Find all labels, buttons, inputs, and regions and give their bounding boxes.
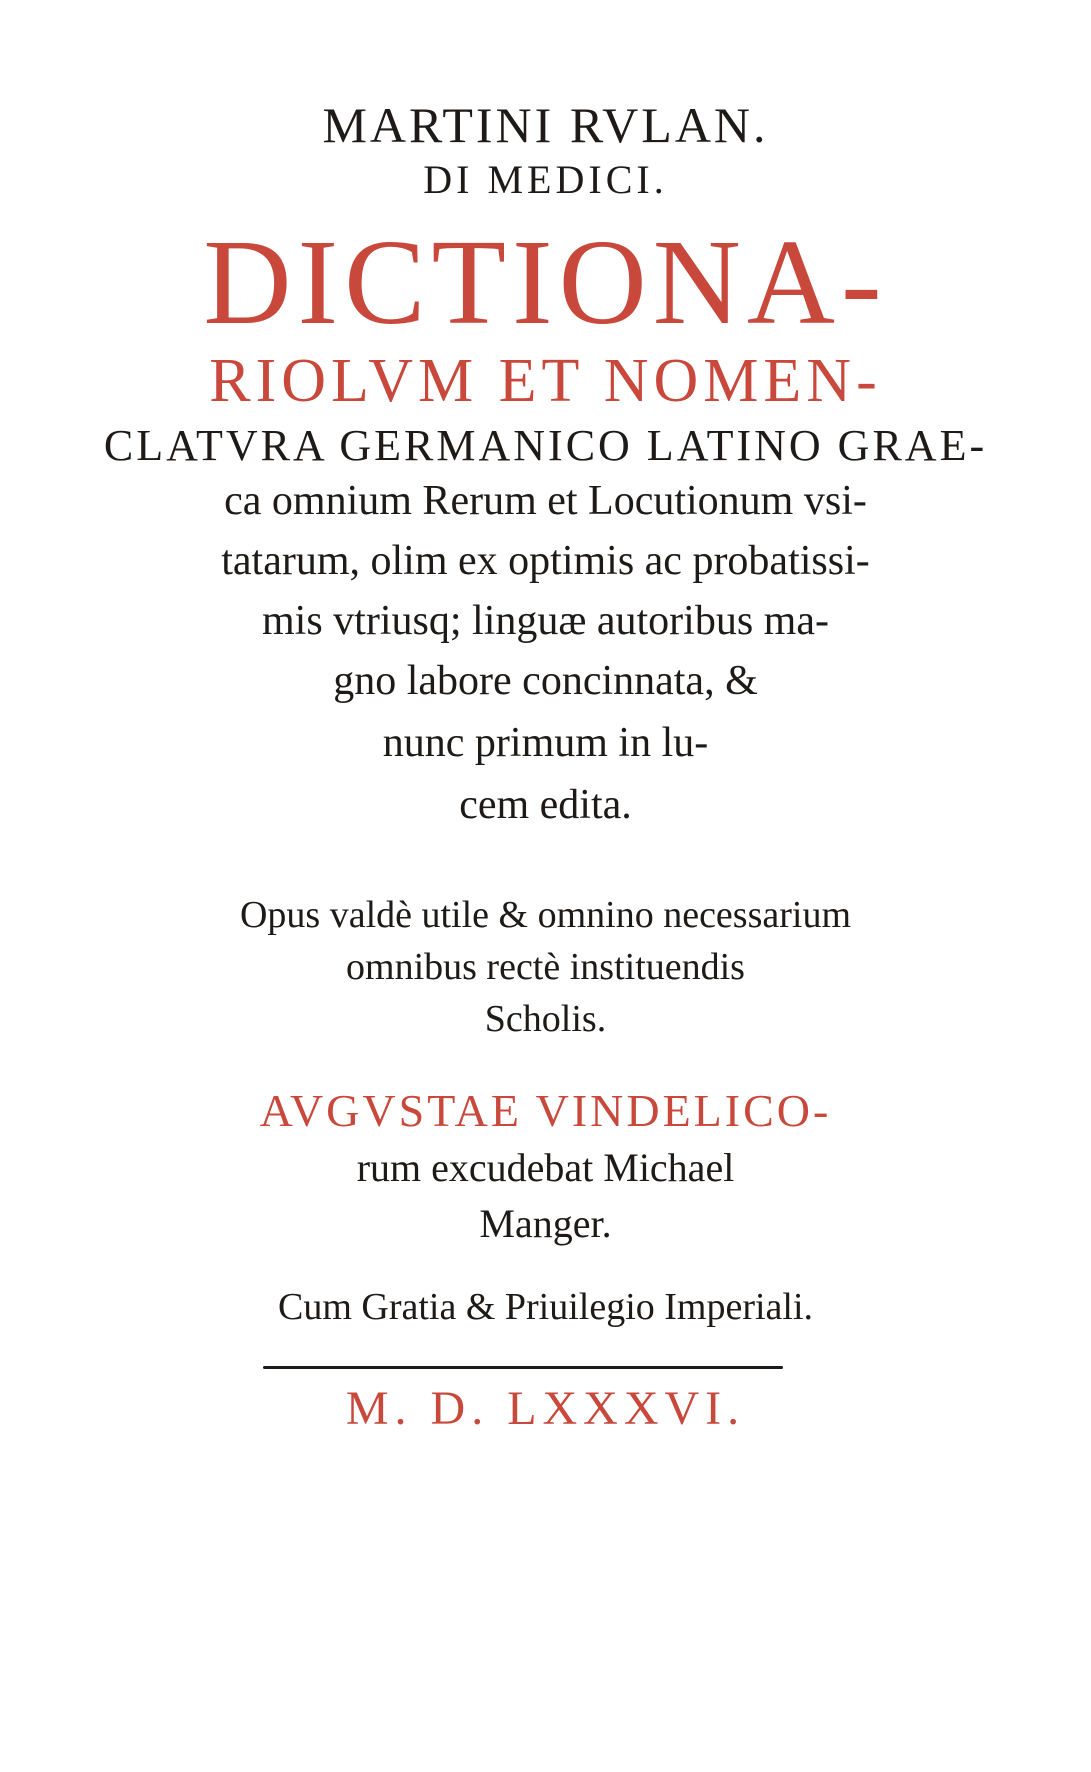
- main-title-line-2: RIOLVM ET NOMEN-: [209, 347, 882, 415]
- imprint-printer-line-1: rum excudebat Michael: [356, 1145, 735, 1190]
- author-name-line-1: MARTINI RVLAN.: [322, 97, 769, 153]
- opus-line-1: Opus valdè utile & omnino necessarium: [239, 894, 852, 936]
- opus-line-2: omnibus rectè instituendis: [346, 946, 745, 988]
- subtitle-line-6: cem edita.: [459, 782, 632, 828]
- imprint-printer-line-2: Manger.: [479, 1201, 612, 1246]
- subtitle-line-4: gno labore concinnata, &: [333, 658, 758, 704]
- horizontal-rule: [263, 1366, 783, 1369]
- subtitle-line-3: mis vtriusq; linguæ autoribus ma-: [262, 598, 829, 644]
- main-title-line-1: DICTIONA-: [203, 215, 888, 350]
- imprint-place-line: AVGVSTAE VINDELICO-: [259, 1085, 832, 1136]
- privilege-line: Cum Gratia & Priuilegio Imperiali.: [277, 1286, 814, 1328]
- subtitle-line-2: tatarum, olim ex optimis ac probatissi-: [221, 538, 870, 584]
- subtitle-line-1: ca omnium Rerum et Locutionum vsi-: [224, 478, 867, 524]
- publication-year: M. D. LXXXVI.: [345, 1382, 746, 1435]
- subtitle-line-5: nunc primum in lu-: [382, 720, 709, 766]
- opus-line-3: Scholis.: [484, 998, 607, 1040]
- author-name-line-2: DI MEDICI.: [423, 157, 668, 202]
- main-title-line-3: CLATVRA GERMANICO LATINO GRAE-: [103, 421, 988, 470]
